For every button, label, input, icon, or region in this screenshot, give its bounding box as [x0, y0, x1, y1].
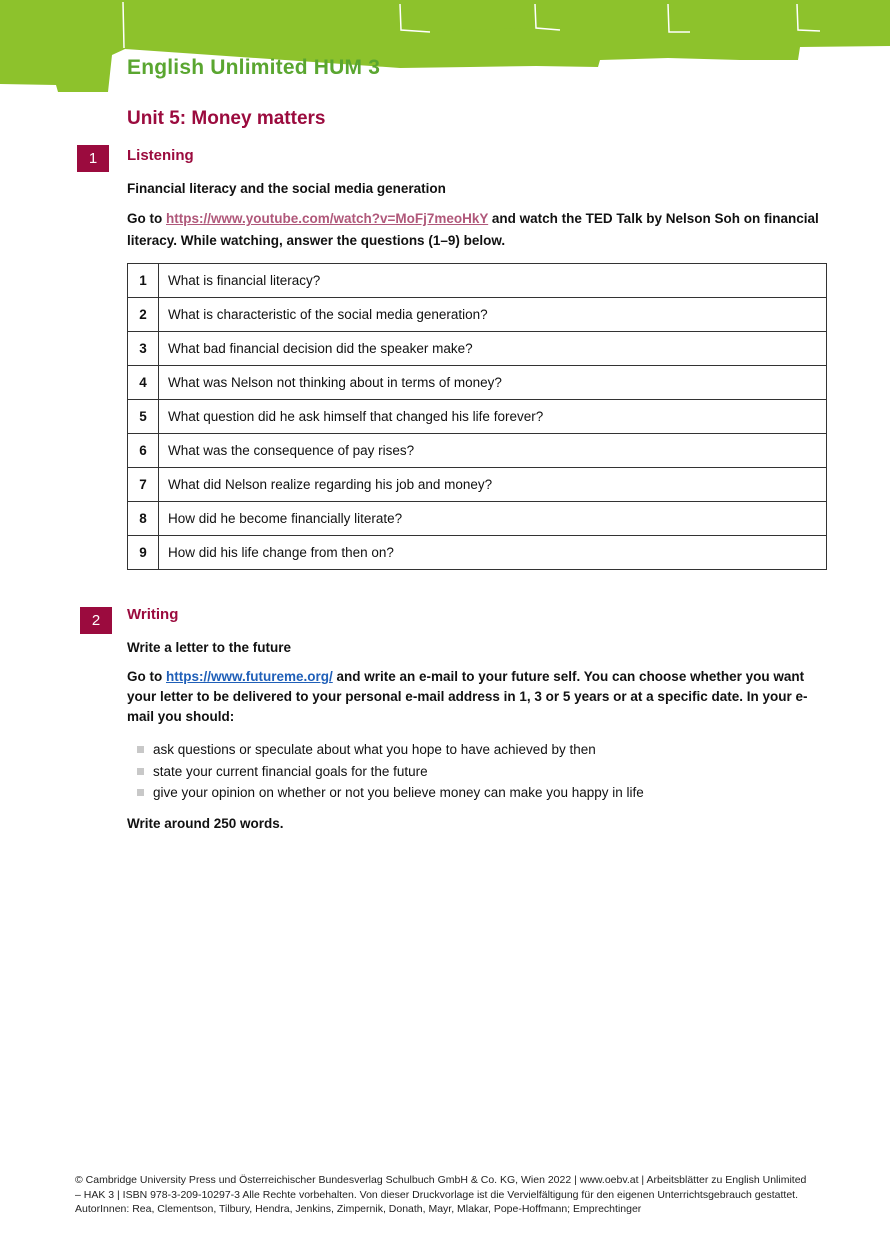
bullet-list: [137, 739, 644, 804]
question-text: What was Nelson not thinking about in terms of money?: [159, 366, 827, 400]
futureme-link[interactable]: https://www.futureme.org/: [166, 669, 333, 684]
questions-table: [127, 263, 827, 570]
word-count-note: Write around 250 words.: [127, 816, 284, 831]
table-row: [128, 366, 827, 400]
section-1-instructions: [127, 208, 827, 252]
table-row: [128, 332, 827, 366]
list-item: [137, 782, 644, 804]
section-2-instructions: [127, 667, 827, 727]
section-1-number: 1: [77, 145, 109, 172]
section-2-title: Writing: [127, 606, 179, 623]
table-row: [128, 298, 827, 332]
instruction-post: and watch the TED Talk by Nelson Soh on financial literacy. While watching, answer the questions (1–9) below.: [127, 211, 819, 248]
question-number: 3: [128, 332, 159, 366]
table-row: [128, 468, 827, 502]
question-number: 4: [128, 366, 159, 400]
footer-authors: AutorInnen: Rea, Clementson, Tilbury, Hendra, Jenkins, Zimpernik, Donath, Mayr, Mlakar, Pope-Hoffmann; Emprechtinger: [75, 1203, 642, 1215]
table-row: [128, 434, 827, 468]
question-text: What was the consequence of pay rises?: [159, 434, 827, 468]
question-number: 5: [128, 400, 159, 434]
question-text: What question did he ask himself that changed his life forever?: [159, 400, 827, 434]
question-text: What is characteristic of the social media generation?: [159, 298, 827, 332]
table-row: [128, 264, 827, 298]
question-text: What bad financial decision did the speaker make?: [159, 332, 827, 366]
question-number: 9: [128, 536, 159, 570]
header-banner: [0, 0, 890, 100]
table-row: [128, 502, 827, 536]
question-number: 2: [128, 298, 159, 332]
footer: [75, 1173, 815, 1217]
question-text: What did Nelson realize regarding his job and money?: [159, 468, 827, 502]
question-number: 7: [128, 468, 159, 502]
section-2-number: 2: [80, 607, 112, 634]
bullet-square-icon: [137, 789, 144, 796]
section-2-subtitle: Write a letter to the future: [127, 640, 292, 655]
footer-copyright: © Cambridge University Press und Österreichischer Bundesverlag Schulbuch GmbH & Co. KG, Wien 2022 | www.oebv.at | Arbeitsblätter zu English Unlimited – HAK 3 | ISBN 978-3-209-10297-3 Alle Rechte vorbehalten. Von dieser Druckvorlage ist die Vervielfältigung für den eigenen Unterrichtsgebrauch gestattet.: [75, 1174, 807, 1201]
section-1-subtitle: Financial literacy and the social media generation: [127, 181, 446, 196]
table-row: [128, 536, 827, 570]
bullet-square-icon: [137, 746, 144, 753]
question-number: 8: [128, 502, 159, 536]
brand-title: English Unlimited HUM 3: [127, 56, 381, 79]
list-item: [137, 761, 644, 783]
instruction-pre: Go to: [127, 211, 166, 226]
table-row: [128, 400, 827, 434]
bullet-square-icon: [137, 768, 144, 775]
section-1-title: Listening: [127, 147, 194, 164]
youtube-link[interactable]: https://www.youtube.com/watch?v=MoFj7meoHkY: [166, 211, 489, 226]
bullet-text: state your current financial goals for the future: [153, 763, 428, 779]
instruction-post: and write an e-mail to your future self. You can choose whether you want your letter to be delivered to your personal e-mail address in 1, 3 or 5 years or at a specific date. In your e-mail you should:: [127, 669, 808, 724]
question-text: What is financial literacy?: [159, 264, 827, 298]
question-text: How did he become financially literate?: [159, 502, 827, 536]
instruction-pre: Go to: [127, 669, 166, 684]
question-number: 6: [128, 434, 159, 468]
bullet-text: give your opinion on whether or not you believe money can make you happy in life: [153, 785, 644, 801]
question-text: How did his life change from then on?: [159, 536, 827, 570]
bullet-text: ask questions or speculate about what you hope to have achieved by then: [153, 742, 596, 758]
question-number: 1: [128, 264, 159, 298]
list-item: [137, 739, 644, 761]
unit-title: Unit 5: Money matters: [127, 108, 326, 129]
